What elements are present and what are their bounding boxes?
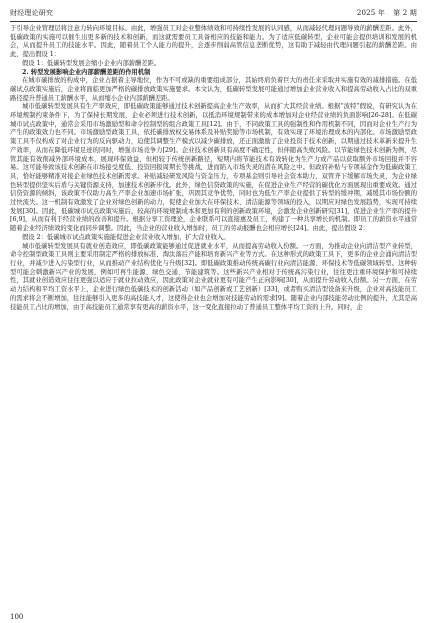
journal-name: 财经理论研究	[10, 9, 54, 17]
header-rule	[10, 21, 417, 22]
hypothesis-1: 假设 1：低碳转型发展会缩小企业内部薪酬差距。	[22, 59, 161, 67]
page-number: 100	[10, 613, 24, 621]
paragraph: 在城市碳排放的构成中，企业占据着主导地位，作为不可或缺的重要组成部分，其始终肩负着巨大的责任来采取并实施有效的减排措施。在低碳试点政策实施后，企业将面临更加严格的碳排放政策实施要求。本文认为，低碳转型发展可能通过增加企业营业收入和提高劳动收入占比的双重路径提升普通员工薪酬水平，从而缩小企业内部薪酬差距。	[10, 77, 417, 102]
paragraph-continued: 于引导企业管理层将注意力转向环境目标。由此，增强员工对企业整体绩效和可持续性发展的认同感，从而减轻代理问题导致的薪酬差距。此外，低碳政策的实施可以催生出更多新的技术和创新，而这就需要员工具备相应的技能和能力。为了适应低碳转型，企业可能会提供培训和发展的机会，从而提升员工的技能水平。因此，随着员工个人能力的提升，会逐步削弱高管信息垄断优势，这有助于减轻由代理问题引起的薪酬差距。由此，提出假设 1：	[10, 25, 417, 59]
paragraph: 城市低碳转型发展具有就业创造效应，即低碳政策能够通过促进就业水平，从而提高劳动收入份额。一方面，为推动企业向清洁型产业转型，命令控制型政策工具则主要采用制定严格的排放标准、淘汰落后产能和培育新兴产业等方式。在这种形式的政策工具下，更多的企业会涌向清洁型行业，并减少进入污染型行业，从而推动产业结构优化与升级[32]。即低碳政策推动传统高碳行业向清洁能源、环保技术等低碳领域转型。这种转型可能会刺激新兴产业的发展，例如可再生能源、绿色交通、节能建筑等。这些新兴产业相对于传统高污染行业，往往更注重环境保护和可持续性，其就业创造效应往往更强以适应于就业拉动效应，因此政策对企业就业更有可能产生正向影响[30]，从而提升劳动收入份额。另一方面，在劳动力结构和平均工资水平上，企业进行绿色低碳技术的创新活动（如产品创新或工艺创新）[33]，或者购买清洁型设备来升级，企业对高技能员工的需求将会不断增加，往往能够引入更多的高技能人才，这使得企业也会增加对技能劳动的需求[9]。随着企业内部技能劳动比例的提升，尤其是高技能员工占比的增加，由于高技能员工通常享有更高的薪资水平，这一变化直接拉动了普通员工整体平均工资的上升。同时，企	[10, 242, 417, 311]
paragraph: 城市低碳转型发展具有生产率效应，即低碳政策能够通过技术创新提高企业生产效率，从而扩大其经营业绩。根据“波特”假说，有研究认为在环境规制约束条件下，为了保持长期发展，企业必须进行技术创新，以抵消环境规制带来的成本增加对企业经营业绩的负面影响[26-28]。在低碳城市试点政策中，通常会采用市场激励型和命令控制型的组合政策工具[12]。由于，不同政策工具的强制性和作用机制不同，因而对企业生产行为产生的政策效力也不同。市场激励型政策工具，依托碳排放权交易体系及补贴奖励等市场机制，有效实现了环境治理成本的内部化。市场激励型政策工具不仅构成了对企业行为的反向驱动力，迫使其调整生产模式以减少碳排放，还正面激励了企业投资于技术创新，以期通过技术革新来提升生产效率，从而在降低环境足迹的同时，增强市场竞争力[29]。企业技术创新具有高度不确定性，但伴随高失败风险。以节能绿色技术创新为例，尽管其能有效削减外部环境成本，展现环保效益，但相较于传统创新路径，短期内将节能技术有效转化为生产力或产品以获取额外市场回报并不容易。这可能导致该技术创新在市场接受度低、投资回报周期长等挑战，进而陷入市场失灵的潜在风险之中。但政府补贴与专项基金作为低碳政策工具，恰好能够精准对接企业绿色技术创新需求。补贴减轻研发风险与资金压力，专项基金则引导社会资本助力，双管齐下缓解市场失灵，为企业绿色转型提供坚实后盾与关键资源支持，加速技术创新步伐。此外，绿色信贷政策的实施，在促进企业生产经营的碳优化方面展现出重要成效。通过信贷资源的倾斜，该政策不仅助力高生产率企业加速市场扩张，巩固其竞争优势，同时也为低生产率企业提供了转型的缓冲期，减缓其市场份额的过快流失。这一机制有效激发了企业对绿色创新的动力，促使企业加大在环保技术、清洁能源等领域的投入，以期应对绿色发展趋势，实现可持续发展[30]。因此，低碳城市试点政策实施后，较高的环境规制成本和更加有利的创新政策环境，会激发企业创新研究[31]，促进企业生产率的提升[6,9]，从而有利于经营业绩的改善和提升。根据分享工资理论，企业联系可以直接惠及员工，构建了一种共享增长的机制。即员工的薪资水平通常随着企业经济绩效的变化而同步调整。因此，当企业的营业收入增加时，员工的劳动报酬也会相应增长[24]。由此，提出假设 2：	[10, 103, 417, 233]
year-label: 2025 年	[356, 9, 386, 17]
issue-label: 第 2 期	[393, 9, 417, 17]
running-header	[10, 6, 417, 20]
hypothesis-2: 假设 2：低碳城市试点政策实施能促进企业营业收入增加，扩大营业收入。	[22, 233, 230, 241]
section-heading: 2. 转型发展影响企业内部薪酬差距的作用机制	[22, 68, 151, 76]
body-text	[10, 25, 417, 609]
issue-info	[357, 8, 417, 18]
